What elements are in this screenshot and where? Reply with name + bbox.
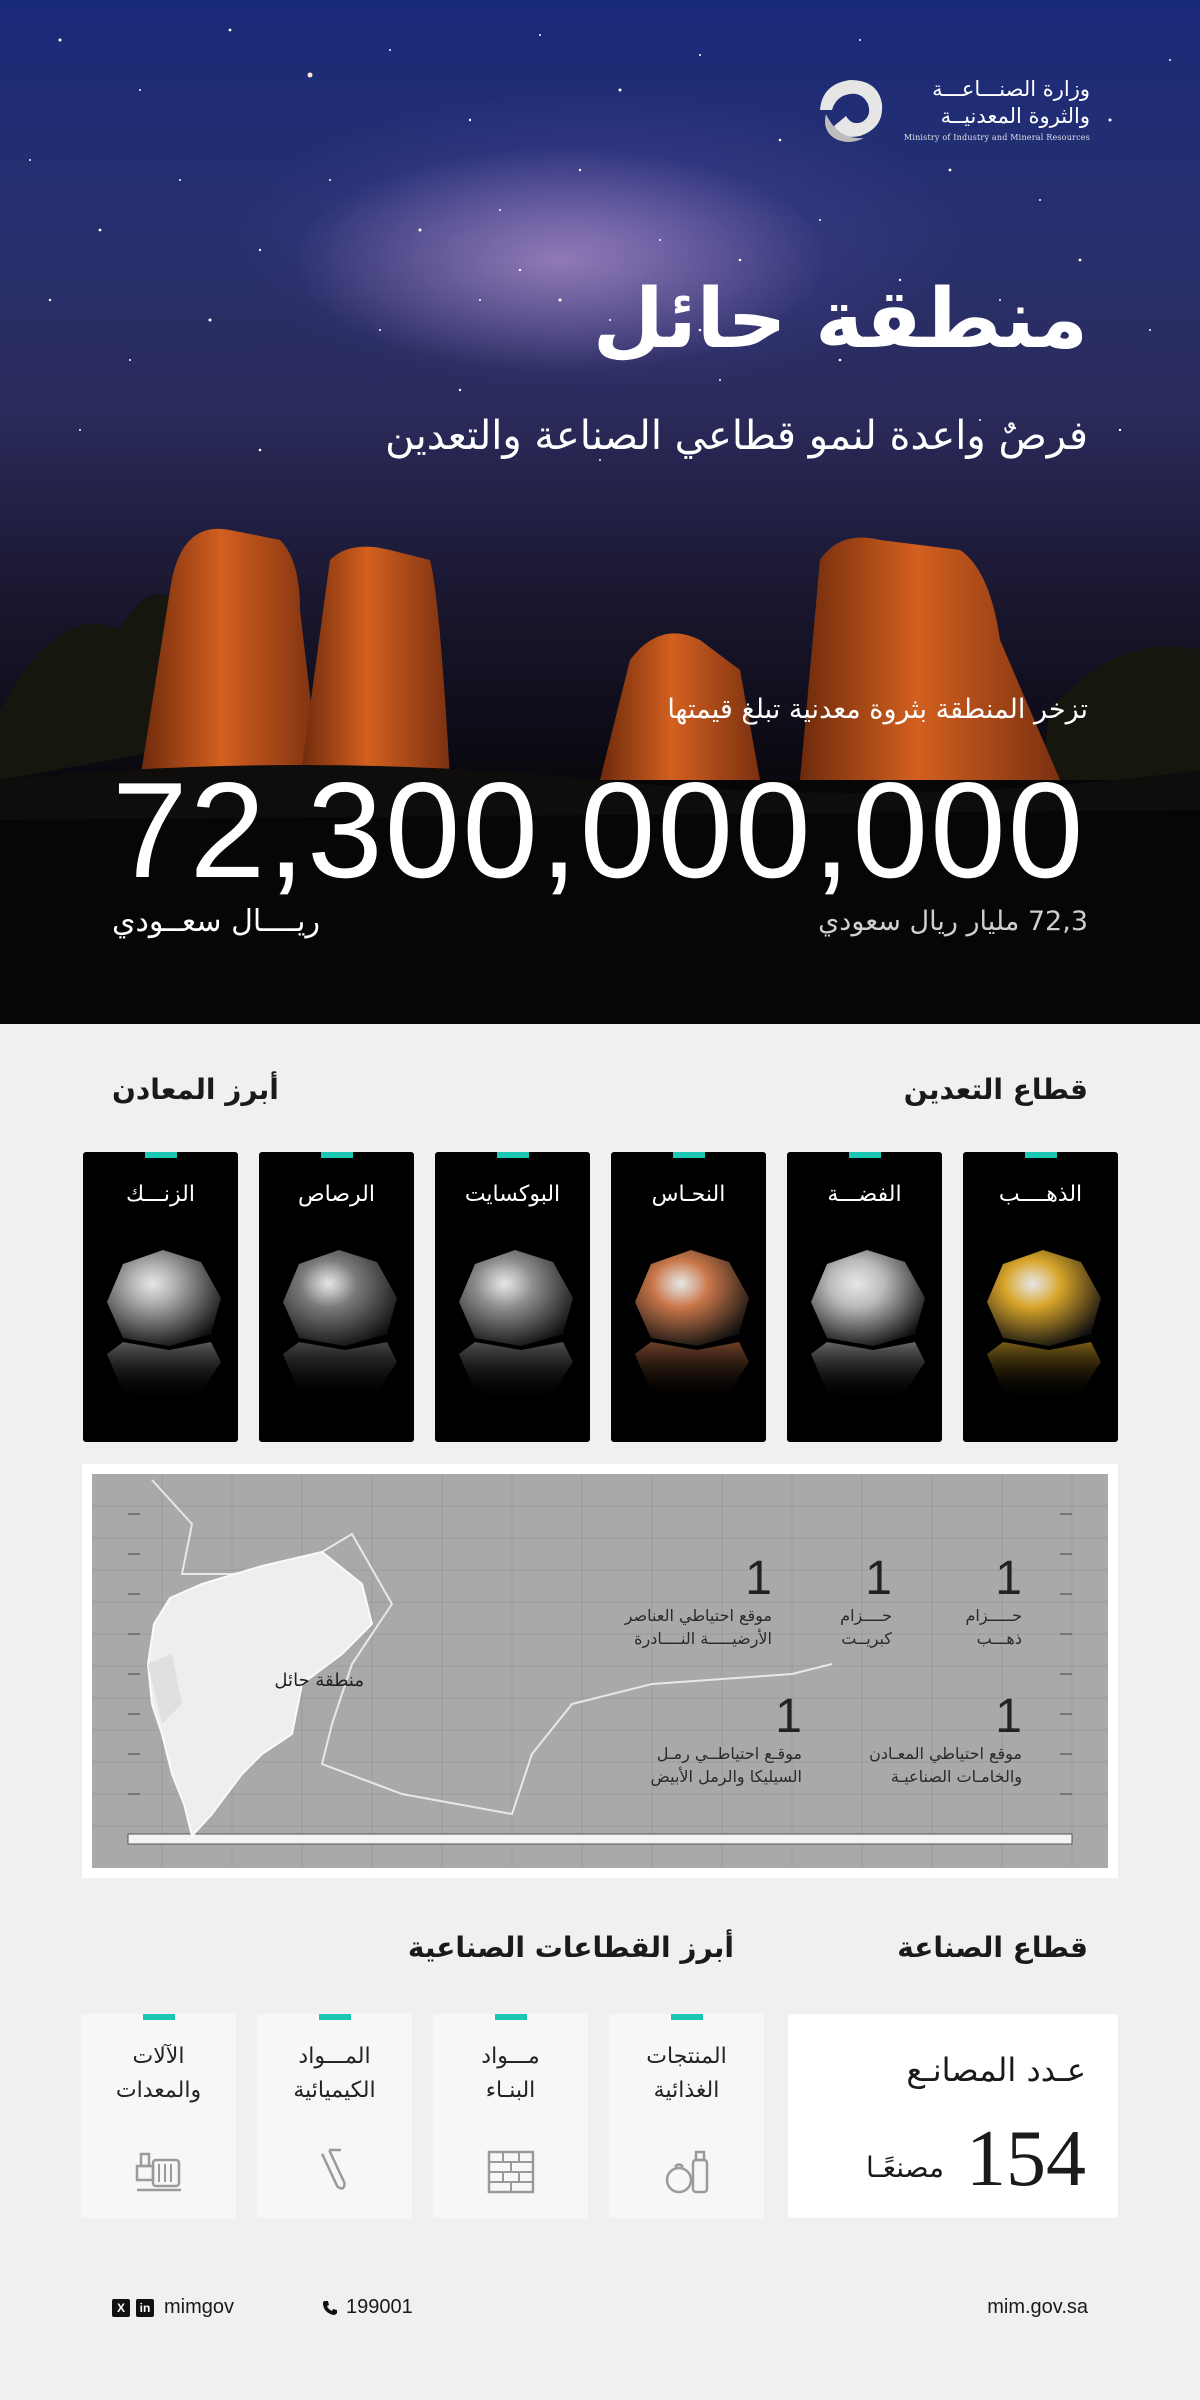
mining-stat-label-line1: حــــزام — [840, 1606, 892, 1625]
social-accounts[interactable] — [112, 2296, 234, 2319]
map-background — [92, 1474, 1108, 1868]
food-icon — [661, 2146, 713, 2198]
sector-name-line2: والمعدات — [115, 2078, 202, 2103]
x-twitter-icon[interactable]: X — [112, 2299, 130, 2317]
mineral-card — [611, 1152, 766, 1442]
linkedin-icon[interactable]: in — [136, 2299, 154, 2317]
factories-count-value: 154 — [966, 2115, 1086, 2203]
sector-name — [609, 2040, 764, 2108]
mineral-name: الرصاص — [298, 1182, 375, 1207]
card-accent-tab — [497, 1152, 529, 1158]
key-minerals-heading: أبرز المعادن — [112, 1073, 279, 1106]
sector-name-line1: الآلات — [132, 2044, 185, 2069]
mining-stat-label-line2: السيليكا والرمل الأبيض — [650, 1767, 802, 1786]
mining-stat-value: 1 — [745, 1552, 772, 1605]
mineral-card — [259, 1152, 414, 1442]
ministry-emblem-icon — [812, 70, 890, 148]
mining-stat — [625, 1554, 772, 1650]
mineral-wealth-value: 72,300,000,000 — [112, 754, 1086, 906]
industry-sector-card — [609, 2014, 764, 2218]
mining-stat — [965, 1554, 1022, 1650]
machine-icon — [133, 2146, 185, 2198]
sector-name-line2: الكيميائية — [293, 2078, 376, 2103]
sector-name-line1: المنتجات — [646, 2044, 727, 2069]
mineral-card — [787, 1152, 942, 1442]
minerals-grid — [82, 1152, 1118, 1442]
mining-stat-value: 1 — [995, 1690, 1022, 1743]
ministry-name-english: Ministry of Industry and Mineral Resources — [903, 133, 1090, 142]
mining-stat — [869, 1692, 1022, 1788]
test-tube-icon — [309, 2146, 361, 2198]
mineral-wealth-currency: ريــــال سعــودي — [112, 904, 320, 939]
social-handle: mimgov — [164, 2296, 235, 2318]
phone-contact[interactable] — [322, 2296, 413, 2319]
hero-banner — [0, 0, 1200, 1024]
mining-stat-value: 1 — [995, 1552, 1022, 1605]
factories-count-label: عـدد المصانـع — [906, 2051, 1086, 2089]
ministry-name-line2: والثروة المعدنيــة — [940, 104, 1090, 128]
mining-stat-value: 1 — [775, 1690, 802, 1743]
ministry-logo — [812, 70, 1090, 148]
industry-sector-card — [433, 2014, 588, 2218]
sector-name — [81, 2040, 236, 2108]
mining-stat-label-line1: موقـع احتياطــي رمـل — [656, 1744, 802, 1763]
mineral-nugget-icon — [963, 1242, 1118, 1432]
mining-stat-label-line2: والخامـات الصناعيـة — [890, 1767, 1022, 1786]
industry-sector-card — [257, 2014, 412, 2218]
map-region-label: منطقة حائل — [274, 1670, 364, 1691]
industry-sector-card — [81, 2014, 236, 2218]
mineral-nugget-icon — [83, 1242, 238, 1432]
sector-name-line1: مـــواد — [481, 2044, 540, 2069]
hero-title: منطقة حائل — [592, 272, 1088, 367]
mineral-wealth-billion: 72,3 مليار ريال سعودي — [818, 906, 1088, 937]
card-accent-tab — [495, 2014, 527, 2020]
mining-stat — [651, 1692, 802, 1788]
sector-name-line2: الغذائية — [653, 2078, 720, 2103]
sector-name-line1: المـــواد — [298, 2044, 371, 2069]
mineral-name: الذهــــب — [998, 1182, 1083, 1207]
ministry-name — [904, 76, 1090, 142]
mining-stat-label-line1: موقع احتياطي العناصر — [624, 1606, 772, 1625]
mining-stat — [840, 1554, 892, 1650]
factories-count-card — [788, 2014, 1118, 2218]
hero-lead-text: تزخر المنطقة بثروة معدنية تبلغ قيمتها — [667, 694, 1088, 725]
factories-count-unit: مصنعًـا — [866, 2151, 944, 2184]
rock-pillars-illustration — [0, 480, 1200, 1024]
mineral-name: الزنـــك — [126, 1182, 195, 1207]
brick-wall-icon — [485, 2146, 537, 2198]
mineral-name: البوكسايت — [464, 1182, 561, 1207]
mineral-name: النحـاس — [651, 1182, 726, 1207]
sector-name — [257, 2040, 412, 2108]
mining-sector-heading: قطاع التعدين — [903, 1073, 1088, 1106]
mineral-card — [435, 1152, 590, 1442]
phone-icon — [322, 2300, 338, 2316]
mineral-nugget-icon — [787, 1242, 942, 1432]
ministry-name-line1: وزارة الصنـــاعـــة — [932, 77, 1090, 101]
mining-stat-label-line2: ذهـــب — [976, 1629, 1022, 1648]
card-accent-tab — [1025, 1152, 1057, 1158]
card-accent-tab — [319, 2014, 351, 2020]
mining-stat-value: 1 — [865, 1552, 892, 1605]
card-accent-tab — [321, 1152, 353, 1158]
mining-stat-label-line2: الأرضيـــــة النــــادرة — [634, 1629, 772, 1648]
card-accent-tab — [143, 2014, 175, 2020]
footer — [112, 2290, 1088, 2330]
card-accent-tab — [671, 2014, 703, 2020]
industry-sector-heading: قطاع الصناعة — [897, 1931, 1088, 1964]
mining-stat-label-line1: موقع احتياطي المعـادن — [869, 1744, 1022, 1763]
website-link[interactable]: mim.gov.sa — [987, 2296, 1088, 2318]
sector-name — [433, 2040, 588, 2108]
mining-stat-label-line1: حـــــزام — [965, 1606, 1022, 1625]
mineral-nugget-icon — [435, 1242, 590, 1432]
key-industries-heading: أبرز القطاعات الصناعية — [407, 1931, 734, 1964]
card-accent-tab — [673, 1152, 705, 1158]
mineral-name: الفضـــة — [827, 1182, 902, 1207]
hero-subtitle: فرصٌ واعدة لنمو قطاعي الصناعة والتعدين — [385, 413, 1088, 459]
phone-number: 199001 — [346, 2296, 413, 2318]
sector-name-line2: البنـاء — [485, 2078, 536, 2103]
mineral-card — [83, 1152, 238, 1442]
mineral-nugget-icon — [259, 1242, 414, 1432]
hail-region-map — [92, 1474, 1108, 1868]
card-accent-tab — [145, 1152, 177, 1158]
card-accent-tab — [849, 1152, 881, 1158]
mining-stat-label-line2: كبريــت — [841, 1629, 892, 1648]
mineral-card — [963, 1152, 1118, 1442]
mining-map-panel — [82, 1464, 1118, 1878]
mineral-nugget-icon — [611, 1242, 766, 1432]
